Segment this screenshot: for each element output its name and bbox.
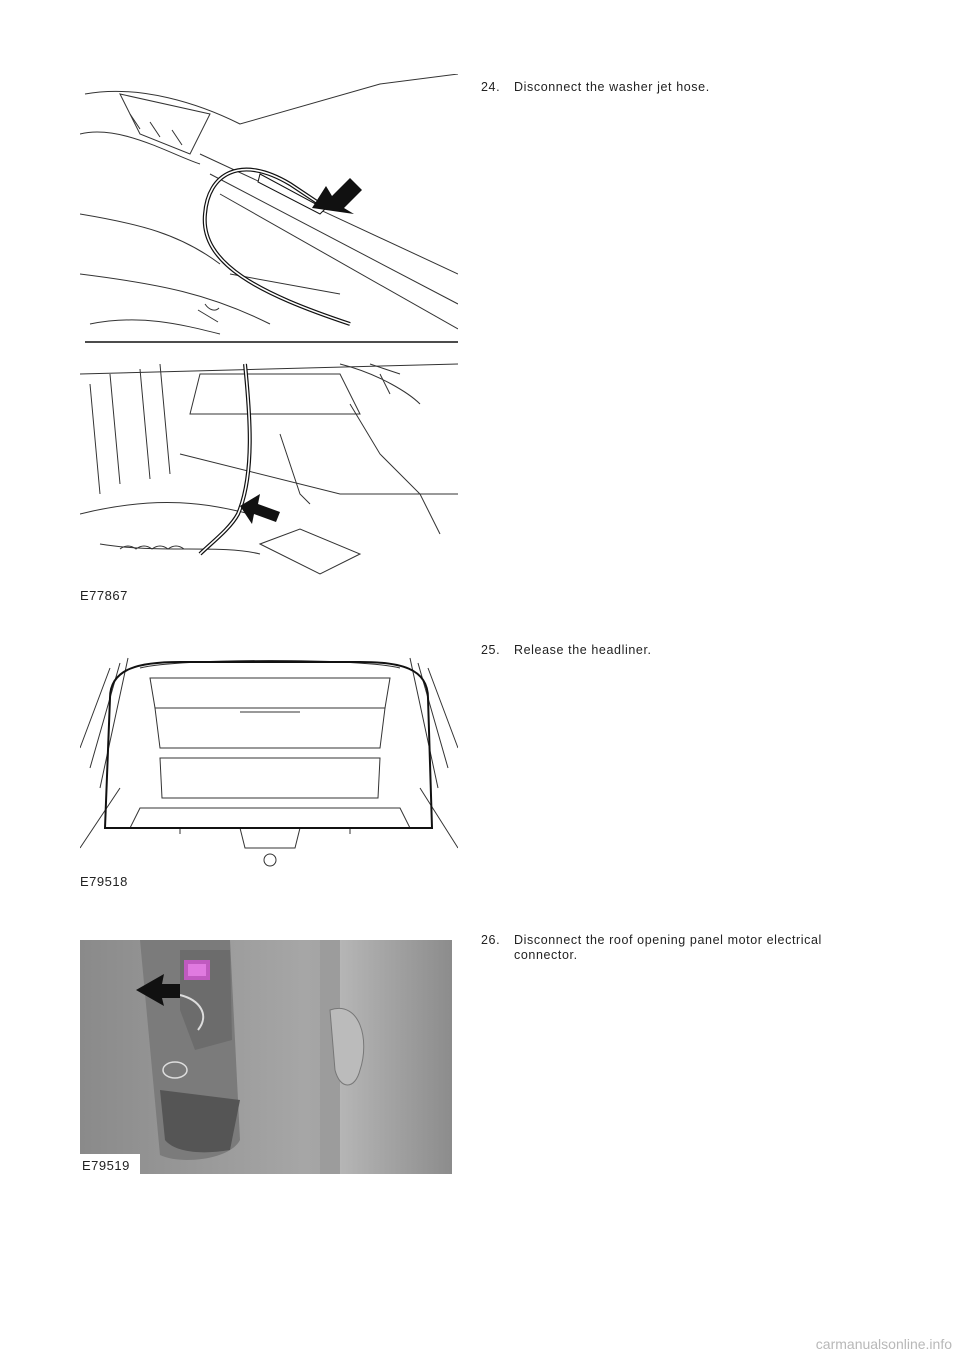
pointer-arrow-icon — [240, 494, 280, 524]
step-24 — [481, 80, 881, 96]
pointer-arrow-icon — [312, 178, 362, 214]
step-number: 25. — [481, 643, 501, 657]
step-text: Release the headliner. — [514, 643, 652, 657]
step-25 — [481, 643, 881, 659]
step-text: Disconnect the washer jet hose. — [514, 80, 710, 94]
figure-label: E79518 — [80, 874, 128, 889]
step-number: 26. — [481, 933, 501, 947]
step-number: 24. — [481, 80, 501, 94]
figure-label: E77867 — [80, 588, 128, 603]
step-text: Disconnect the roof opening panel motor electrical connector. — [514, 933, 822, 962]
figure-motor-connector — [80, 940, 452, 1174]
figure-label: E79519 — [82, 1158, 130, 1173]
figure-headliner — [80, 648, 458, 892]
watermark: carmanualsonline.info — [815, 1336, 952, 1352]
motor-connector-illustration-icon — [80, 940, 452, 1174]
step-26 — [481, 933, 881, 965]
washer-hose-illustration-icon — [80, 74, 458, 606]
headliner-illustration-icon — [80, 648, 458, 892]
figure-washer-jet-hose — [80, 74, 458, 606]
